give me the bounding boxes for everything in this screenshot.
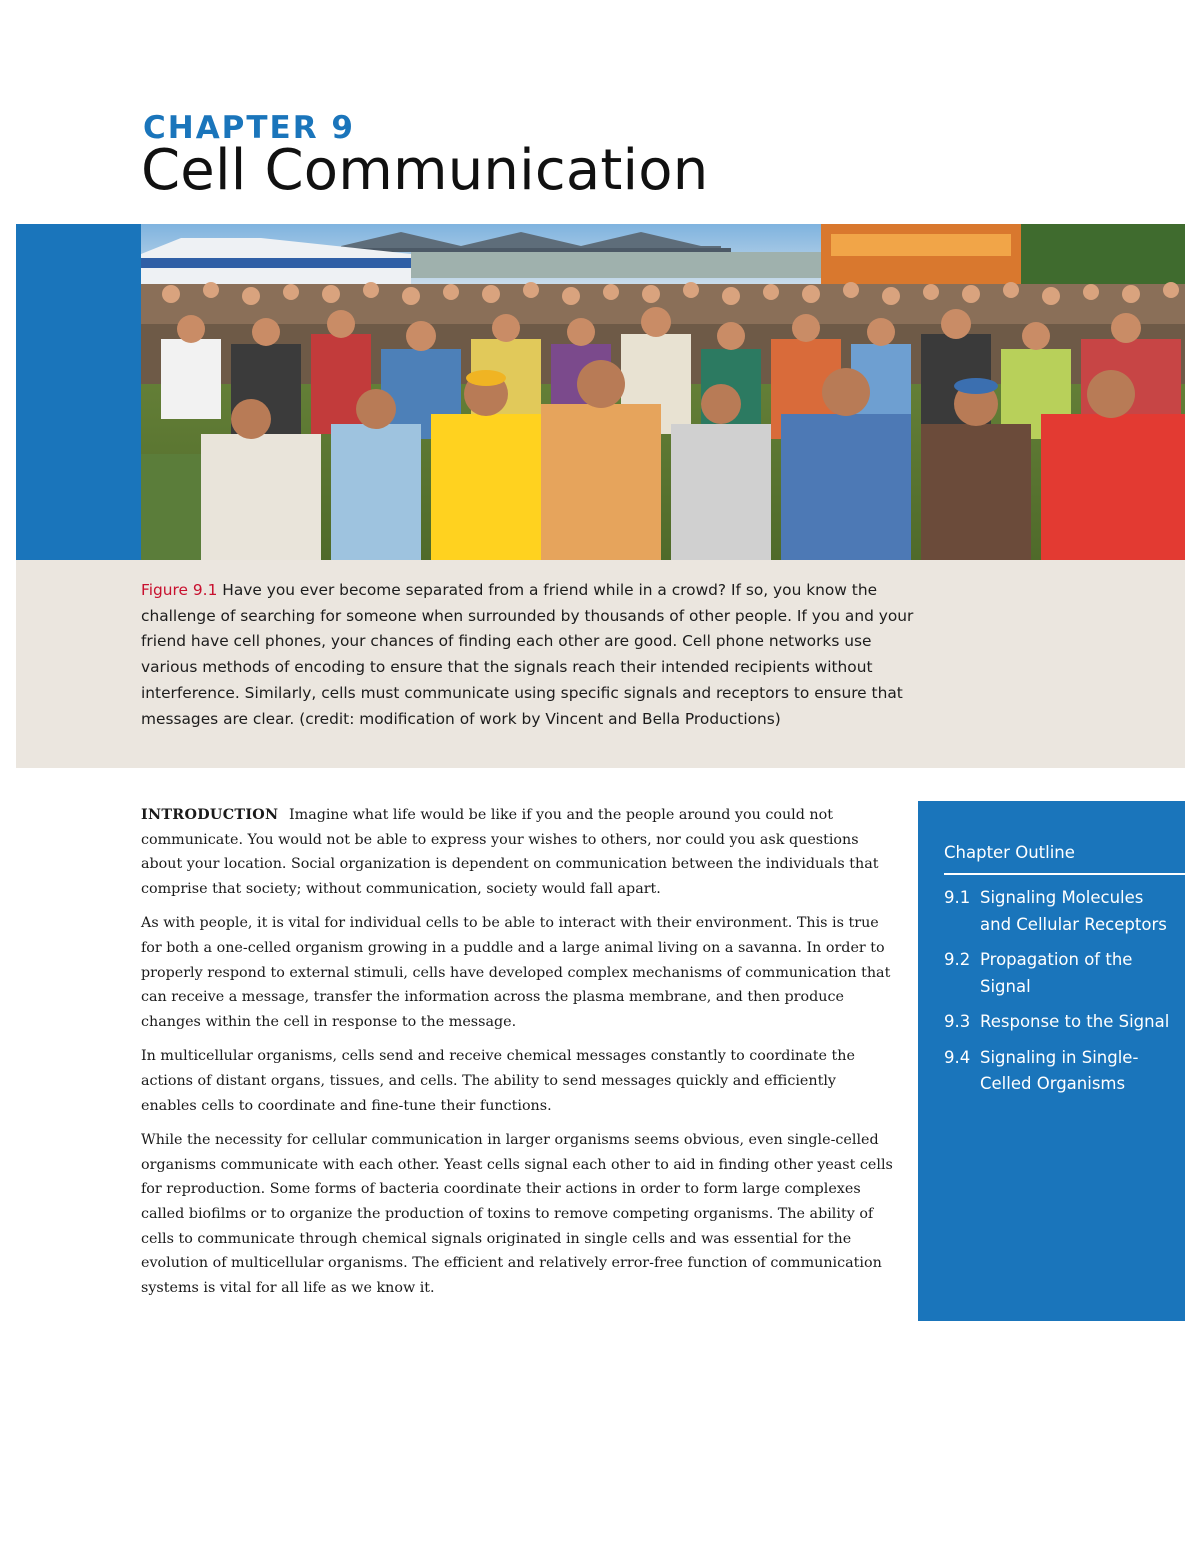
chapter-label: CHAPTER 9 bbox=[143, 110, 355, 146]
outline-item-number: 9.3 bbox=[944, 1012, 971, 1031]
introduction-body bbox=[141, 803, 893, 1310]
figure-caption-text: Have you ever become separated from a friend while in a crowd? If so, you know the challenge of searching for someone when surrounded by thousands of other people. If you and your friend have cell phones, your chances of finding each other are good. Cell phone networks use various methods of encoding to ensure that the signals reach their intended recipients without interference. Similarly, cells must communicate using specific signals and receptors to ensure that messages are clear. (credit: modification of work by Vincent and Bella Productions) bbox=[141, 581, 914, 728]
outline-item-9-3[interactable] bbox=[944, 1009, 1174, 1036]
outline-item-9-4[interactable] bbox=[944, 1045, 1174, 1098]
outline-item-number: 9.4 bbox=[944, 1047, 971, 1067]
outline-divider bbox=[944, 873, 1185, 875]
outline-item-title: Signaling Molecules and Cellular Receptors bbox=[980, 888, 1167, 934]
outline-item-number: 9.1 bbox=[944, 888, 971, 907]
outline-item-9-1[interactable] bbox=[944, 885, 1174, 938]
outline-item-title: Signaling in Single-Celled Organisms bbox=[980, 1047, 1139, 1093]
figure-label: Figure 9.1 bbox=[141, 581, 218, 599]
outline-item-9-2[interactable] bbox=[944, 947, 1174, 1000]
chapter-title: Cell Communication bbox=[141, 138, 709, 203]
introduction-label: INTRODUCTION bbox=[141, 807, 279, 823]
body-paragraph: As with people, it is vital for individual cells to be able to interact with their environment. This is true for both a one-celled organism growing in a puddle and a large animal living on a savanna. In order to properly respond to external stimuli, cells have developed complex mechanisms of communication that can receive a message, transfer the information across the plasma membrane, and then produce changes within the cell in response to the message. bbox=[141, 915, 891, 1030]
outline-item-title: Propagation of the Signal bbox=[980, 950, 1133, 996]
body-paragraph: While the necessity for cellular communication in larger organisms seems obvious, even single-celled organisms communicate with each other. Yeast cells signal each other to aid in finding other yeast cells for reproduction. Some forms of bacteria coordinate their actions in order to form large complexes called biofilms or to organize the production of toxins to remove competing organisms. The ability of cells to communicate through chemical signals originated in single cells and was essential for the evolution of multicellular organisms. The efficient and relatively error-free function of communication systems is vital for all life as we know it. bbox=[141, 1132, 893, 1296]
crowd-photo-icon bbox=[141, 224, 1185, 560]
outline-item-title: Response to the Signal bbox=[980, 1012, 1170, 1031]
outline-item-number: 9.2 bbox=[944, 950, 971, 969]
accent-bar bbox=[16, 224, 141, 560]
body-paragraph: In multicellular organisms, cells send and receive chemical messages constantly to coordinate the actions of distant organs, tissues, and cells. The ability to send messages quickly and efficiently enables cells to coordinate and fine-tune their functions. bbox=[141, 1048, 855, 1114]
chapter-outline bbox=[918, 801, 1185, 1321]
figure-caption bbox=[141, 578, 931, 732]
paragraph-text: Imagine what life would be like if you and the people around you could not communicate. You would not be able to express your wishes to others, nor could you ask questions about your location. Social organization is dependent on communication between the individuals that comprise that society; without communication, society would fall apart. bbox=[141, 807, 879, 897]
chapter-outline-heading: Chapter Outline bbox=[944, 843, 1075, 862]
outline-list bbox=[944, 885, 1174, 1107]
body-paragraph bbox=[141, 803, 893, 901]
